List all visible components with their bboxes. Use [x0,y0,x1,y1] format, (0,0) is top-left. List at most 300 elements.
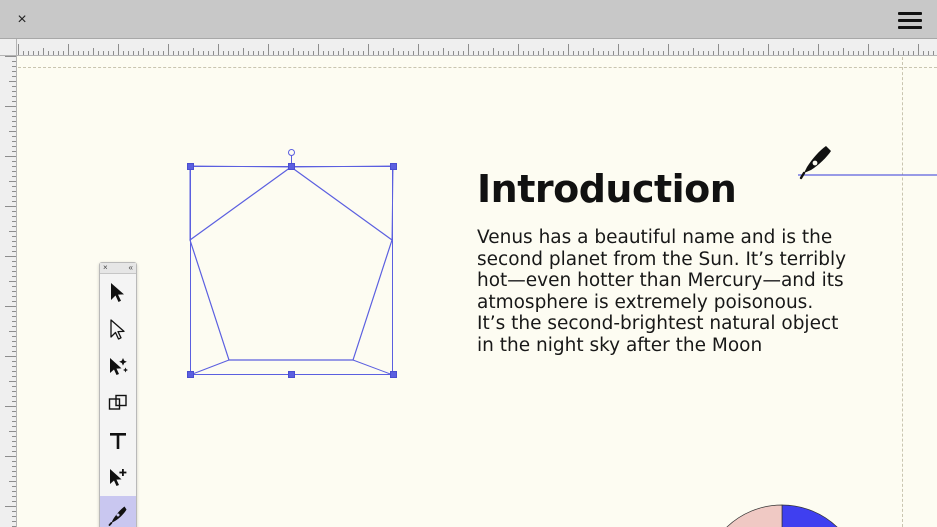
ruler-tick [698,51,699,55]
ruler-tick [203,51,204,55]
ruler-tick [12,446,16,447]
ruler-tick [713,51,714,55]
ruler-tick [433,51,434,55]
ruler-tick [12,396,16,397]
ruler-tick [328,51,329,55]
ruler-tick [838,51,839,55]
ruler-tick [753,51,754,55]
ruler-tick [12,126,16,127]
ruler-tick [523,51,524,55]
ruler-tick [438,51,439,55]
ruler-tick [158,51,159,55]
ruler-tick [353,51,354,55]
ruler-tick [598,51,599,55]
ruler-tick [718,44,719,55]
pie-slice [725,505,782,527]
magic-wand-icon [107,356,129,378]
add-node-tool[interactable] [100,459,136,496]
ruler-tick [12,121,16,122]
pie-chart[interactable] [694,497,870,527]
ruler-tick [238,51,239,55]
ruler-tick [5,156,16,157]
ruler-tick [12,61,16,62]
ruler-tick [483,51,484,55]
ruler-tick [12,146,16,147]
hamburger-icon[interactable] [897,7,923,33]
ruler-tick [5,456,16,457]
transform-tool[interactable] [100,385,136,422]
ruler-tick [788,51,789,55]
ruler-tick [12,511,16,512]
ruler-tick [12,176,16,177]
ruler-tick [12,101,16,102]
ruler-tick [218,44,219,55]
ruler-tick [848,51,849,55]
ruler-tick [213,51,214,55]
ruler-tick [12,201,16,202]
ruler-tick [933,51,934,55]
ruler-tick [12,236,16,237]
ruler-tick [303,51,304,55]
ruler-tick [12,371,16,372]
ruler-tick [123,51,124,55]
ruler-tick [518,44,519,55]
ruler-tick [473,51,474,55]
ruler-tick [413,51,414,55]
ruler-tick [678,51,679,55]
ruler-tick [88,51,89,55]
title-bar [0,0,937,39]
ruler-tick [728,51,729,55]
ruler-tick [12,521,16,522]
hamburger-line [898,12,922,15]
pen-nib-icon [107,504,129,526]
ruler-tick [12,441,16,442]
ruler-tick [143,48,144,55]
ruler-tick [318,44,319,55]
ruler-tick [648,51,649,55]
ruler-tick [5,356,16,357]
ruler-tick [478,51,479,55]
pie-slice [782,505,839,527]
ruler-tick [193,48,194,55]
ruler-corner [0,39,17,56]
ruler-tick [293,48,294,55]
ruler-tick [103,51,104,55]
ruler-tick [613,51,614,55]
ruler-tick [12,291,16,292]
ruler-tick [68,44,69,55]
ruler-tick [12,86,16,87]
ruler-tick [578,51,579,55]
ruler-tick [12,341,16,342]
ruler-tick [493,48,494,55]
ruler-tick [233,51,234,55]
ruler-tick [12,276,16,277]
ruler-tick [63,51,64,55]
ruler-tick [12,346,16,347]
ruler-tick [423,51,424,55]
resize-handle-bottom-center[interactable] [288,371,295,378]
ruler-tick [12,246,16,247]
ruler-tick [188,51,189,55]
ruler-tick [12,321,16,322]
ruler-tick [528,51,529,55]
ruler-tick [813,51,814,55]
selection-bounding-box [190,166,393,375]
ruler-tick [12,111,16,112]
ruler-tick [12,266,16,267]
tools-palette[interactable] [99,262,137,527]
ruler-tick [348,51,349,55]
ruler-tick [373,51,374,55]
ruler-tick [918,44,919,55]
ruler-tick [513,51,514,55]
ruler-tick [603,51,604,55]
ruler-tick [12,491,16,492]
ruler-tick [12,151,16,152]
ruler-tick [573,51,574,55]
ruler-tick [278,51,279,55]
ruler-tick [9,81,16,82]
ruler-tick [913,51,914,55]
ruler-tick [12,76,16,77]
ruler-tick [12,196,16,197]
transform-squares-icon [107,393,129,415]
rotation-handle[interactable] [288,149,295,156]
ruler-tick [928,51,929,55]
ruler-tick [503,51,504,55]
ruler-tick [548,51,549,55]
ruler-tick [463,51,464,55]
resize-handle-top-center[interactable] [288,163,295,170]
ruler-tick [223,51,224,55]
text-tool[interactable] [100,422,136,459]
hamburger-line [898,19,922,22]
ruler-tick [12,161,16,162]
ruler-tick [58,51,59,55]
ruler-tick [668,44,669,55]
ruler-tick [673,51,674,55]
ruler-tick [208,51,209,55]
ruler-tick [9,381,16,382]
ruler-tick [253,51,254,55]
ruler-tick [12,461,16,462]
ruler-tick [398,51,399,55]
ruler-tick [683,51,684,55]
ruler-tick [153,51,154,55]
ruler-tick [12,361,16,362]
ruler-tick [553,51,554,55]
resize-handle-top-right[interactable] [390,163,397,170]
ruler-tick [12,186,16,187]
ruler-tick [333,51,334,55]
ruler-tick [488,51,489,55]
ruler-tick [453,51,454,55]
palette-header[interactable] [100,263,136,274]
page-title[interactable]: Introduction [477,167,737,211]
ruler-tick [12,271,16,272]
ruler-tick [12,191,16,192]
ruler-tick [793,48,794,55]
ruler-tick [12,496,16,497]
pen-tool[interactable] [100,496,136,527]
guide-line-vertical [902,57,903,527]
ruler-tick [403,51,404,55]
ruler-tick [173,51,174,55]
ruler-tick [923,51,924,55]
ruler-tick [5,56,16,57]
node-tool[interactable] [100,311,136,348]
ruler-tick [12,96,16,97]
pen-nib-cursor-icon [796,142,836,182]
ruler-tick [12,166,16,167]
ruler-tick [12,316,16,317]
cursor-arrow-icon [108,282,128,304]
hamburger-line [898,26,922,29]
ruler-tick [148,51,149,55]
node-cursor-icon [108,319,128,341]
ruler-tick [563,51,564,55]
close-button[interactable]: × [17,11,27,28]
ruler-tick [12,436,16,437]
ruler-tick [458,51,459,55]
ruler-tick [428,51,429,55]
ruler-tick [298,51,299,55]
ruler-tick [12,336,16,337]
ruler-tick [818,44,819,55]
ruler-tick [308,51,309,55]
ruler-tick [108,51,109,55]
ruler-tick [9,181,16,182]
ruler-tick [908,51,909,55]
ruler-tick [583,51,584,55]
ruler-tick [12,366,16,367]
ruler-tick [12,241,16,242]
ruler-tick [198,51,199,55]
ruler-tick [633,51,634,55]
ruler-tick [78,51,79,55]
ruler-tick [9,131,16,132]
ruler-tick [12,476,16,477]
ruler-tick [163,51,164,55]
ruler-tick [12,376,16,377]
magic-wand-tool[interactable] [100,348,136,385]
selected-pentagon-shape[interactable] [168,147,398,387]
ruler-tick [263,51,264,55]
ruler-tick [618,44,619,55]
ruler-tick [873,51,874,55]
ruler-tick [168,44,169,55]
ruler-tick [748,51,749,55]
ruler-tick [12,501,16,502]
ruler-tick [853,51,854,55]
ruler-tick [12,286,16,287]
ruler-tick [448,51,449,55]
ruler-tick [53,51,54,55]
ruler-tick [358,51,359,55]
ruler-tick [283,51,284,55]
ruler-tick [33,51,34,55]
ruler-tick [783,51,784,55]
ruler-tick [9,431,16,432]
ruler-tick [758,51,759,55]
ruler-tick [568,44,569,55]
resize-handle-bottom-right[interactable] [390,371,397,378]
ruler-tick [363,51,364,55]
ruler-tick [12,211,16,212]
ruler-tick [798,51,799,55]
ruler-tick [12,421,16,422]
ruler-tick [12,391,16,392]
ruler-tick [803,51,804,55]
ruler-tick [118,44,119,55]
ruler-tick [18,44,19,55]
ruler-tick [693,48,694,55]
ruler-tick [273,51,274,55]
ruler-tick [12,226,16,227]
ruler-tick [773,51,774,55]
ruler-tick [93,48,94,55]
ruler-tick [9,481,16,482]
ruler-tick [778,51,779,55]
ruler-tick [323,51,324,55]
ruler-tick [12,251,16,252]
palette-minimize-button[interactable]: « [128,263,133,272]
ruler-tick [12,91,16,92]
ruler-tick [608,51,609,55]
ruler-tick [833,51,834,55]
ruler-tick [628,51,629,55]
ruler-tick [383,51,384,55]
ruler-tick [12,411,16,412]
ruler-tick [368,44,369,55]
ruler-tick [12,296,16,297]
ruler-tick [12,216,16,217]
ruler-tick [623,51,624,55]
body-paragraph[interactable]: Venus has a beautiful name and is the second planet from the Sun. It’s terribly hot—even hotter than Mercury—and its atmosphere is extremely poisonous. It’s the second-brightest natural object in the night sky after the Moon [477,227,847,356]
ruler-tick [12,401,16,402]
ruler-tick [738,51,739,55]
ruler-tick [558,51,559,55]
ruler-tick [43,48,44,55]
ruler-tick [12,426,16,427]
resize-handle-bottom-left[interactable] [187,371,194,378]
ruler-tick [313,51,314,55]
ruler-tick [12,221,16,222]
ruler-tick [5,256,16,257]
ruler-tick [23,51,24,55]
ruler-tick [5,506,16,507]
ruler-tick [128,51,129,55]
ruler-tick [808,51,809,55]
ruler-tick [12,171,16,172]
ruler-tick [12,466,16,467]
ruler-tick [12,416,16,417]
text-T-icon [107,430,129,452]
ruler-tick [73,51,74,55]
ruler-tick [228,51,229,55]
ruler-tick [858,51,859,55]
ruler-tick [12,351,16,352]
ruler-tick [12,71,16,72]
ruler-tick [888,51,889,55]
ruler-tick [288,51,289,55]
ruler-tick [638,51,639,55]
ruler-tick [183,51,184,55]
ruler-tick [543,48,544,55]
ruler-tick [12,141,16,142]
ruler-tick [138,51,139,55]
document-canvas[interactable] [18,57,937,527]
ruler-tick [703,51,704,55]
ruler-tick [338,51,339,55]
ruler-tick [823,51,824,55]
ruler-tick [418,44,419,55]
ruler-tick [588,51,589,55]
ruler-tick [733,51,734,55]
ruler-tick [768,44,769,55]
ruler-tick [843,48,844,55]
ruler-tick [443,48,444,55]
ruler-tick [593,48,594,55]
vertical-ruler[interactable] [0,39,17,527]
ruler-tick [28,51,29,55]
ruler-tick [98,51,99,55]
ruler-tick [743,48,744,55]
ruler-tick [408,51,409,55]
ruler-tick [12,301,16,302]
ruler-tick [468,44,469,55]
ruler-tick [113,51,114,55]
resize-handle-top-left[interactable] [187,163,194,170]
ruler-tick [393,48,394,55]
ruler-tick [12,261,16,262]
palette-close-button[interactable]: × [103,263,108,272]
ruler-tick [388,51,389,55]
ruler-tick [48,51,49,55]
ruler-tick [12,516,16,517]
ruler-tick [5,406,16,407]
ruler-tick [883,51,884,55]
ruler-tick [12,471,16,472]
ruler-tick [12,66,16,67]
ruler-tick [83,51,84,55]
ruler-tick [9,231,16,232]
ruler-tick [12,311,16,312]
ruler-tick [498,51,499,55]
ruler-tick [268,44,269,55]
ruler-tick [12,326,16,327]
ruler-tick [12,386,16,387]
ruler-tick [12,486,16,487]
ruler-tick [178,51,179,55]
ruler-tick [688,51,689,55]
ruler-tick [723,51,724,55]
ruler-tick [653,51,654,55]
horizontal-ruler[interactable] [0,39,937,56]
ruler-tick [643,48,644,55]
ruler-tick [878,51,879,55]
ruler-tick [343,48,344,55]
ruler-tick [243,48,244,55]
ruler-tick [508,51,509,55]
ruler-tick [248,51,249,55]
ruler-tick [38,51,39,55]
ruler-tick [12,116,16,117]
ruler-tick [828,51,829,55]
select-tool[interactable] [100,274,136,311]
